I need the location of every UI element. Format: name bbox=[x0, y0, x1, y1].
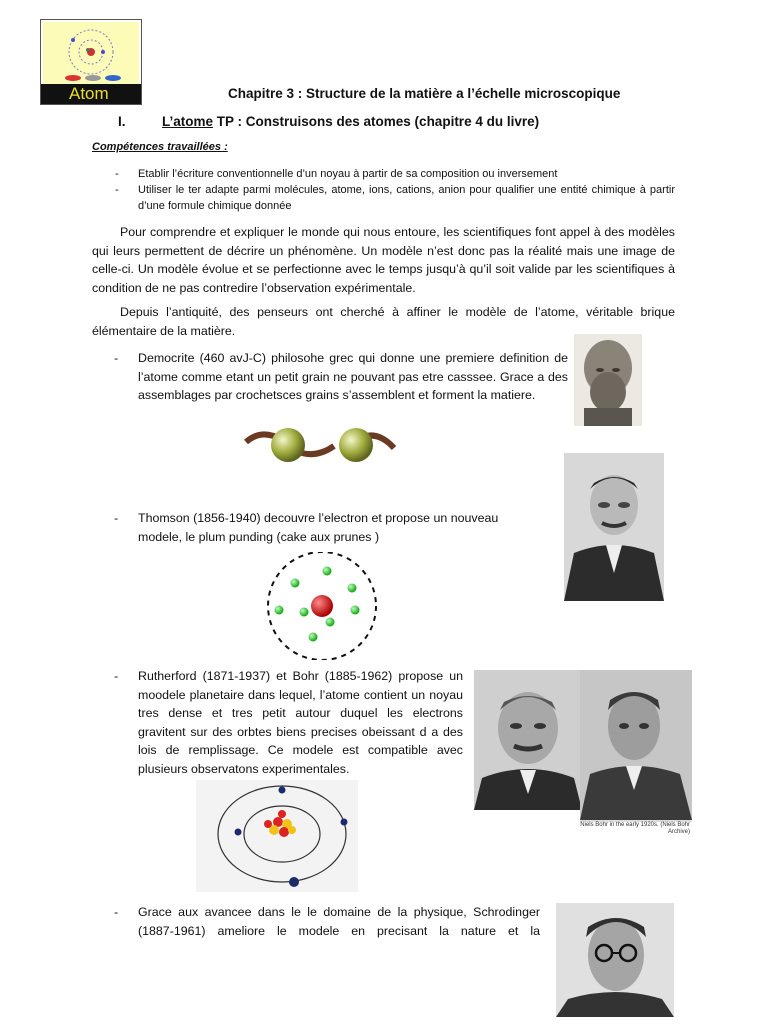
bullet-dash: - bbox=[114, 669, 119, 683]
section-number: I. bbox=[118, 114, 126, 129]
bohr-photo-caption: Niels Bohr in the early 1920s. (Niels Bohr Archive) bbox=[580, 822, 692, 840]
section-heading bbox=[118, 114, 539, 129]
intro-paragraph-2: Depuis l’antiquité, des penseurs ont cherché à affiner le modèle de l’atome, véritable brique élémentaire de la matière. bbox=[92, 305, 675, 338]
rutherford-bohr-item bbox=[114, 667, 463, 779]
atom-grains-illustration bbox=[242, 420, 398, 468]
democrite-text: Democrite (460 avJ-C) philosohe grec qui donne une premiere definition de l’atome comme etant un petit grain ne pouvant pas etre casssee. Grace a des assemblages par crochetsces grains s’assemblent et forment la matiere. bbox=[138, 351, 568, 403]
thomson-photo bbox=[564, 453, 664, 601]
atom-logo bbox=[40, 19, 142, 105]
chapter-title: Chapitre 3 : Structure de la matière a l’échelle microscopique bbox=[228, 86, 621, 101]
schrodinger-item bbox=[114, 903, 540, 940]
competence-text: Utiliser le ter adapte parmi molécules, atome, ions, cations, anion pour qualifier une entité chimique à partir d’une formule chimique donnée bbox=[138, 184, 675, 212]
bullet-dash: - bbox=[114, 351, 119, 365]
atom-logo-image bbox=[43, 22, 139, 84]
section-underlined: L’atome bbox=[162, 114, 214, 129]
plum-pudding-model bbox=[264, 552, 380, 660]
competences-heading: Compétences travaillées : bbox=[92, 141, 228, 153]
schrodinger-text: Grace aux avancee dans le le domaine de la physique, Schrodinger (1887-1961) ameliore le modele en precisant la nature et la bbox=[138, 905, 540, 938]
bullet-dash: - bbox=[114, 905, 119, 919]
bohr-photo bbox=[580, 670, 692, 840]
atom-logo-label: Atom bbox=[41, 84, 141, 104]
bullet-dash: - bbox=[114, 511, 119, 525]
bullet-dash: - bbox=[115, 168, 119, 180]
intro-paragraph-1: Pour comprendre et expliquer le monde qui nous entoure, les scientifiques font appel à des modèles qui leurs permettent de décrire un phénomène. Un modèle n’est donc pas la réalité mais une image de celle-ci. Un modèle évolue et se perfectionne avec le temps jusqu’à qu’il soit valide par les scientifiques à condition de ne pas contredire l’observation expérimentale. bbox=[92, 225, 675, 295]
democrite-item bbox=[114, 349, 568, 405]
rutherford-photo bbox=[474, 670, 582, 810]
competence-item bbox=[115, 166, 675, 182]
thomson-item bbox=[114, 509, 538, 546]
bullet-dash: - bbox=[115, 184, 119, 196]
thomson-text: Thomson (1856-1940) decouvre l’electron et propose un nouveau modele, le plum punding (cake aux prunes ) bbox=[138, 511, 499, 544]
democrite-bust-photo bbox=[574, 334, 642, 426]
competence-text: Etablir l’écriture conventionnelle d’un noyau à partir de sa composition ou inversement bbox=[138, 168, 558, 180]
bohr-planetary-model bbox=[196, 780, 358, 892]
competence-item bbox=[115, 182, 675, 214]
schrodinger-photo bbox=[556, 903, 674, 1017]
section-rest: TP : Construisons des atomes (chapitre 4 du livre) bbox=[213, 114, 540, 129]
rutherford-bohr-text: Rutherford (1871-1937) et Bohr (1885-1962) propose un moodele planetaire dans lequel, l’atome contient un noyau tres dense et tres petit autour duquel les electrons gravitent sur des orbtes biens precises obeissant d a des lois de remplissage. Ce modele est compatible avec plusieurs observatons experimentales. bbox=[138, 669, 463, 776]
